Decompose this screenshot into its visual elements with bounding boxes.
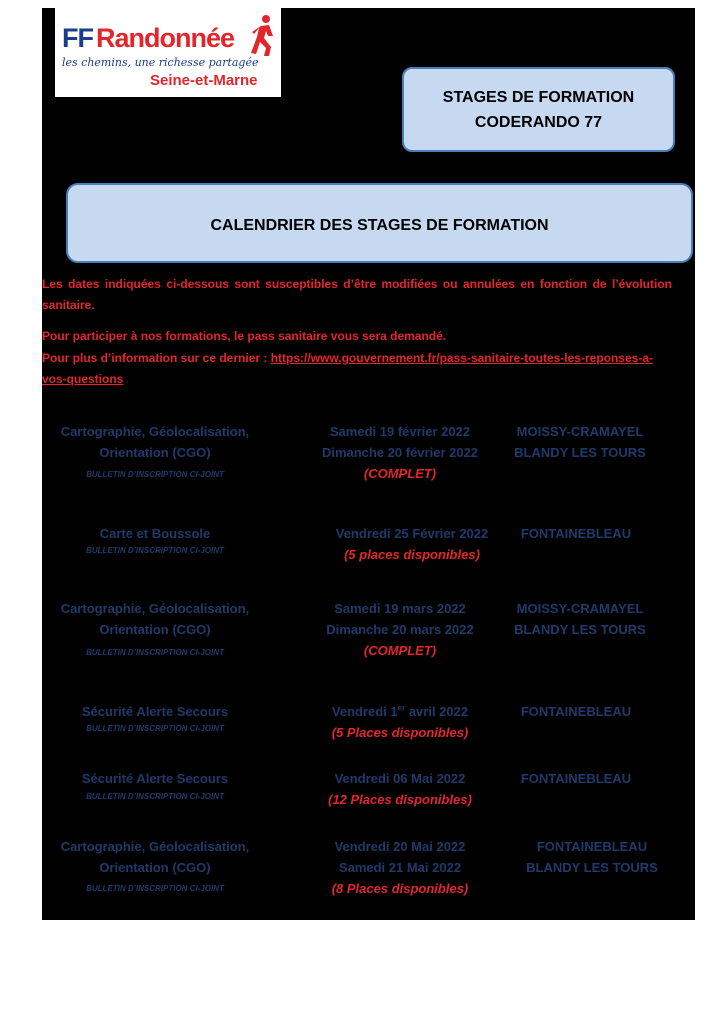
location-line: BLANDY LES TOURS [526,860,658,875]
course-name [55,836,255,878]
location-line: BLANDY LES TOURS [514,622,646,637]
course-dates [300,836,500,899]
course-name-line: Orientation (CGO) [99,445,211,460]
course-date: Dimanche 20 février 2022 [321,445,479,460]
location-line: FONTAINEBLEAU [536,839,648,854]
course-name-line: Sécurité Alerte Secours [81,704,229,719]
title-box [402,67,675,152]
bulletin-link[interactable]: BULLETIN D’INSCRIPTION CI-JOINT [86,884,224,893]
course-date: Dimanche 20 mars 2022 [326,622,474,637]
course-name-line: Orientation (CGO) [99,622,211,637]
course-location [512,836,672,878]
course-name-line: Cartographie, Géolocalisation, [60,839,250,854]
course-location [496,701,656,722]
bulletin-link[interactable]: BULLETIN D’INSCRIPTION CI-JOINT [86,648,224,657]
pass-sanitaire-link[interactable]: https://www.gouvernement.fr/pass-sanitaire-toutes-les-reponses-a-vos-questions [42,351,653,386]
course-date [300,701,500,722]
notice-info-prefix: Pour plus d’information sur ce dernier : [42,351,271,365]
course-dates [300,701,500,743]
course-name-line: Cartographie, Géolocalisation, [60,601,250,616]
bulletin-link[interactable]: BULLETIN D’INSCRIPTION CI-JOINT [86,546,224,555]
course-date: Samedi 21 Mai 2022 [338,860,462,875]
availability-status: (8 Places disponibles) [331,881,469,896]
course-name [55,598,255,640]
availability-status: (12 Places disponibles) [328,792,472,807]
location-line: FONTAINEBLEAU [520,771,632,786]
location-line: FONTAINEBLEAU [520,526,632,541]
bulletin-link[interactable]: BULLETIN D’INSCRIPTION CI-JOINT [86,724,224,733]
course-name [55,768,255,789]
course-name [55,701,255,722]
course-dates [300,421,500,484]
logo-region: Seine-et-Marne [150,72,258,89]
availability-status: (COMPLET) [363,643,437,658]
course-location [496,523,656,544]
location-line: FONTAINEBLEAU [520,704,632,719]
title-line-2: CODERANDO 77 [474,113,603,131]
course-location [500,421,660,463]
course-name [55,523,255,544]
logo-randonnee-text: Randonnée [96,23,235,53]
course-date-part: avril 2022 [405,704,469,719]
course-date-ordinal: er [397,703,406,713]
course-name-line: Sécurité Alerte Secours [81,771,229,786]
hiker-icon [251,14,277,58]
course-dates [312,523,512,565]
ffrandonnee-logo [55,8,281,97]
location-line: MOISSY-CRAMAYEL [516,424,644,439]
availability-status: (5 Places disponibles) [331,725,469,740]
course-date: Samedi 19 février 2022 [329,424,471,439]
course-date: Samedi 19 mars 2022 [334,601,466,616]
course-date: Vendredi 06 Mai 2022 [334,771,466,786]
title-line-1: STAGES DE FORMATION [442,88,635,106]
course-date: Vendredi 25 Février 2022 [335,526,489,541]
logo-tagline: les chemins, une richesse partagée [62,56,259,69]
course-location [496,768,656,789]
course-name-line: Carte et Boussole [99,526,211,541]
course-dates [300,598,500,661]
calendar-banner: CALENDRIER DES STAGES DE FORMATION [66,183,693,263]
availability-status: (5 places disponibles) [344,547,480,562]
course-name-line: Orientation (CGO) [99,860,211,875]
availability-status: (COMPLET) [363,466,437,481]
course-location [500,598,660,640]
notice-sanitary: Les dates indiquées ci-dessous sont susceptibles d’être modifiées ou annulées en fonction de l’évolution sanitaire. [42,277,672,312]
notice-info [42,348,672,390]
location-line: BLANDY LES TOURS [514,445,646,460]
bulletin-link[interactable]: BULLETIN D’INSCRIPTION CI-JOINT [86,470,224,479]
location-line: MOISSY-CRAMAYEL [516,601,644,616]
course-name-line: Cartographie, Géolocalisation, [60,424,250,439]
course-name [55,421,255,463]
course-dates [300,768,500,810]
course-date-part: Vendredi 1 [331,704,398,719]
notice-pass: Pour participer à nos formations, le pass sanitaire vous sera demandé. [42,329,447,343]
bulletin-link[interactable]: BULLETIN D’INSCRIPTION CI-JOINT [86,792,224,801]
course-date: Vendredi 20 Mai 2022 [334,839,466,854]
logo-ff-text: FF [62,23,93,53]
